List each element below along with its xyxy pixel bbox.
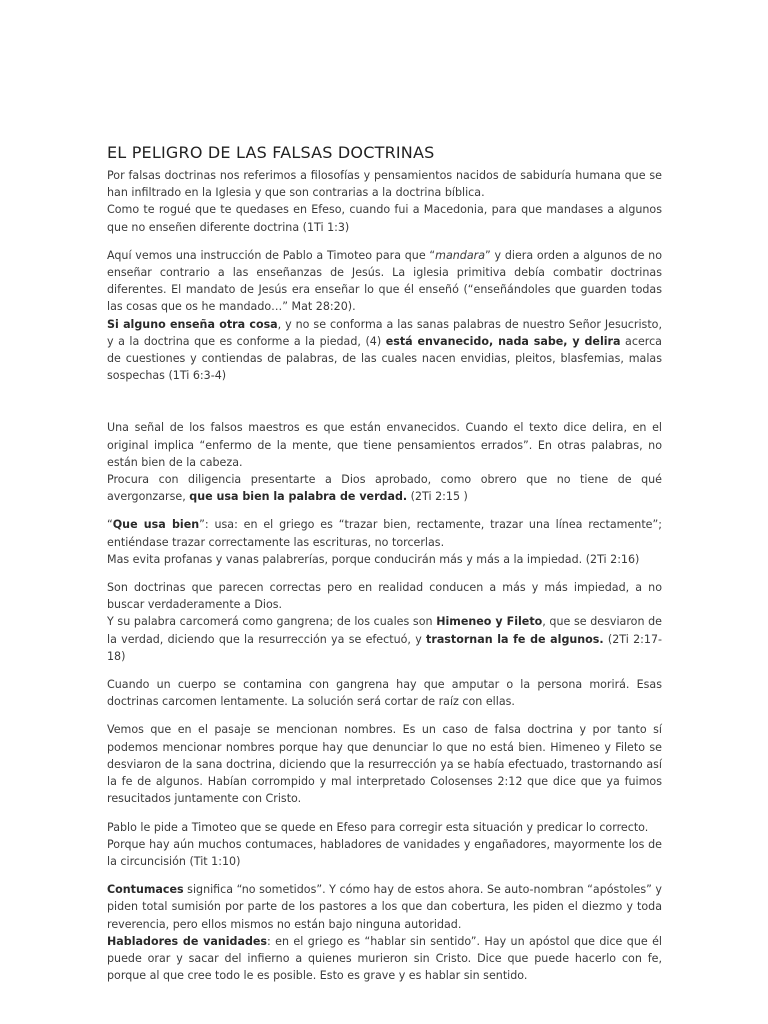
text-fragment: Aquí vemos una instrucción de Pablo a Timoteo para que “ — [107, 248, 436, 262]
bold-phrase: que usa bien la palabra de verdad. — [189, 490, 408, 504]
text-fragment: “ — [107, 518, 113, 532]
italic-mandara: mandara — [435, 248, 485, 262]
page-title: EL PELIGRO DE LAS FALSAS DOCTRINAS — [107, 143, 435, 162]
paragraph-mandate — [107, 247, 662, 385]
text-fragment: ”: usa: en el griego es “trazar bien, rectamente, trazar una línea rectamente”; entiéndase trazar correctamente las escrituras, no torcerlas. — [107, 518, 662, 549]
verse-2ti-2-16: Mas evita profanas y vanas palabrerías, porque conducirán más y más a la impiedad. (2Ti 2:16) — [107, 552, 640, 566]
verse-1ti-1-3: Como te rogué que te quedases en Efeso, cuando fui a Macedonia, para que mandases a algunos que no enseñen diferente doctrina (1Ti 1:3) — [107, 203, 662, 234]
bold-phrase: Que usa bien — [112, 518, 200, 532]
bold-phrase: trastornan la fe de algunos. — [426, 632, 604, 646]
paragraph-amputar: Cuando un cuerpo se contamina con gangrena hay que amputar o la persona morirá. Esas doctrinas carcomen lentamente. La solución será cortar de raíz con ellas. — [107, 678, 662, 709]
paragraph-nombres: Vemos que en el pasaje se mencionan nombres. Es un caso de falsa doctrina y por tanto sí podemos mencionar nombres porque hay que denunciar lo que no está bien. Himeneo y Fileto se desviaron de la sana doctrina, diciendo que la resurrección ya se había efectuado, trastornando así la fe de algunos. Habían corrompido y mal interpretado Colosenses 2:12 que dice que ya fuimos resucitados juntamente con Cristo. — [107, 723, 662, 806]
text-fragment: Y su palabra carcomerá como gangrena; de los cuales son — [107, 615, 437, 629]
verse-reference: (2Ti 2:15 ) — [407, 490, 468, 504]
text-fragment: : en el griego es “hablar sin sentido”. Hay un apóstol que dice que él puede orar y sacar del infierno a quienes murieron sin Cristo. Dice que puede hacerlo con fe, porque al que cree todo le es posible. Esto es grave y es hablar sin sentido. — [107, 934, 662, 983]
text-fragment: , que se desviaron de la verdad, diciendo que la resurrección ya se efectuó, y — [107, 615, 662, 646]
verse-tit-1-10: Porque hay aún muchos contumaces, habladores de vanidades y engañadores, mayormente los de la circuncisión (Tit 1:10) — [107, 837, 662, 868]
intro-text: Por falsas doctrinas nos referimos a filosofías y pensamientos nacidos de sabiduría humana que se han infiltrado en la Iglesia y que son contrarias a la doctrina bíblica. — [107, 169, 662, 200]
paragraph-contumaces — [107, 881, 662, 984]
text-fragment: significa “no sometidos”. Y cómo hay de estos ahora. Se auto-nombran “apóstoles” y piden total sumisión por parte de los pastores a los que dan cobertura, les piden el diezmo y toda reverencia, pero ellos mismos no están bajo ninguna autoridad. — [107, 883, 662, 931]
text-fragment: , y no se conforma a las sanas palabras de nuestro Señor Jesucristo, y a la doctrina que es conforme a la piedad, (4) — [107, 317, 662, 348]
text-fragment: Procura con diligencia presentarte a Dios aprobado, como obrero que no tiene de qué avergonzarse, — [107, 473, 662, 504]
bold-phrase: Si alguno enseña otra cosa — [107, 317, 278, 331]
bold-phrase: está envanecido, nada sabe, y delira — [385, 334, 621, 348]
paragraph-intro — [107, 167, 662, 236]
paragraph-corregir — [107, 819, 662, 871]
text-fragment: Son doctrinas que parecen correctas pero en realidad conducen a más y más impiedad, a no buscar verdaderamente a Dios. — [107, 581, 662, 612]
bold-term: Habladores de vanidades — [107, 934, 268, 948]
text-fragment: ” y diera orden a algunos de no enseñar contrario a las enseñanzas de Jesús. La iglesia primitiva debía combatir doctrinas diferentes. El mandato de Jesús era enseñar lo que él enseñó (“enseñándoles que guarden todas las cosas que os he mandado…” Mat 28:20). — [107, 248, 662, 314]
paragraph-que-usa-bien — [107, 516, 662, 568]
verse-reference: (2Ti 2:17-18) — [107, 632, 663, 663]
bold-term: Contumaces — [107, 883, 184, 897]
bold-phrase: Himeneo y Fileto — [436, 615, 543, 629]
text-fragment: Pablo le pide a Timoteo que se quede en Efeso para corregir esta situación y predicar lo correcto. — [107, 820, 649, 834]
text-fragment: Una señal de los falsos maestros es que están envanecidos. Cuando el texto dice delira, en el original implica “enfermo de la mente, que tiene pensamientos errados”. En otras palabras, no están bien de la cabeza. — [107, 421, 662, 469]
paragraph-gangrena — [107, 579, 662, 665]
paragraph-false-teachers — [107, 419, 662, 505]
article-body — [107, 167, 662, 984]
text-fragment: acerca de cuestiones y contiendas de palabras, de las cuales nacen envidias, pleitos, blasfemias, malas sospechas (1Ti 6:3-4) — [107, 334, 662, 383]
